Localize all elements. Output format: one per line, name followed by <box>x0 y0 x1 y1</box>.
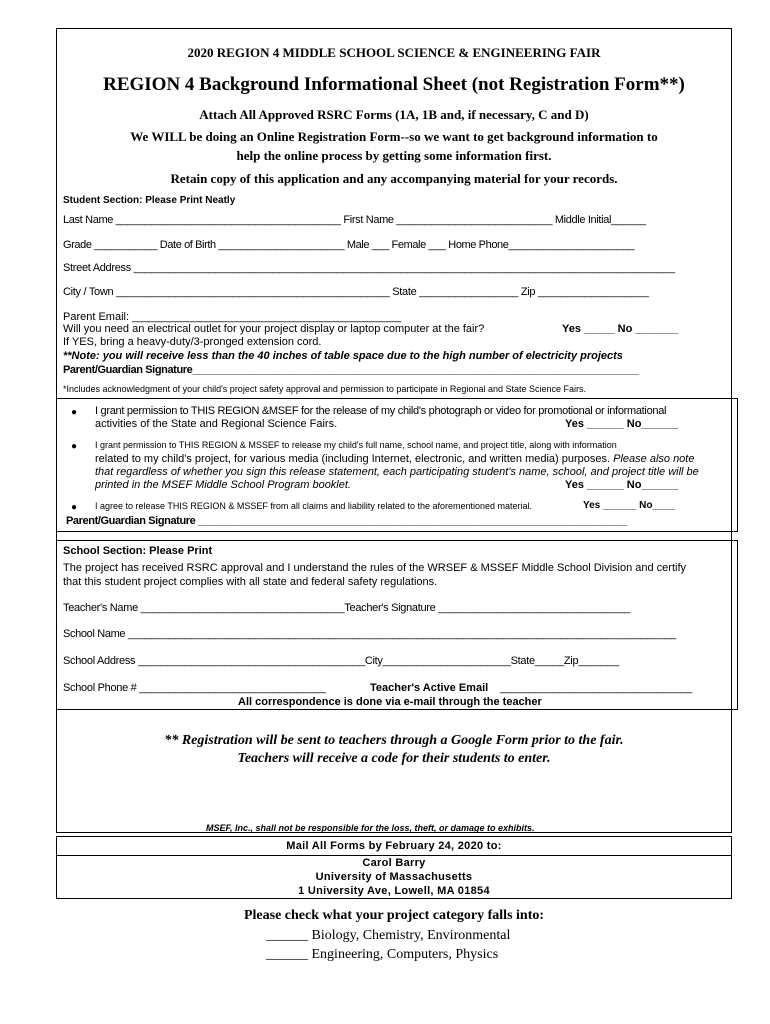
fair-title: 2020 REGION 4 MIDDLE SCHOOL SCIENCE & ENGINEERING FAIR <box>187 45 601 60</box>
student-section-heading: Student Section: Please Print Neatly <box>63 195 236 206</box>
teacher-name-signature-row[interactable]: Teacher's Name ___________________________________Teacher's Signature _________________________________ <box>63 602 631 614</box>
category-heading: Please check what your project category falls into: <box>243 908 545 923</box>
name-release-line-3: that regardless of whether you sign this release statement, each participating student's name, school, and project title will be <box>95 466 699 478</box>
parent-signature-line[interactable]: Parent/Guardian Signature______________________________________________________________________________ <box>63 364 639 376</box>
name-row-field[interactable]: Last Name _______________________________________ First Name ___________________________ Middle Initial______ <box>63 214 646 226</box>
retain-copy-line: Retain copy of this application and any accompanying material for your records. <box>170 171 618 186</box>
electrical-outlet-yes-no[interactable]: Yes _____ No _______ <box>562 323 679 335</box>
electrical-outlet-question: Will you need an electrical outlet for your project display or laptop computer at the fair? <box>63 323 485 335</box>
category-option-biology[interactable]: ______ Biology, Chemistry, Environmental <box>266 928 511 943</box>
mail-recipient-name: Carol Barry <box>362 857 426 869</box>
name-release-line-2-italic: Please also note <box>613 453 695 465</box>
name-release-line-2-text: related to my child's project, for various media (including Internet, electronic, and written media) purposes. <box>95 453 611 465</box>
liability-disclaimer: MSEF, Inc., shall not be responsible for the loss, theft, or damage to exhibits. <box>206 823 535 833</box>
correspondence-note: All correspondence is done via e-mail through the teacher <box>238 696 542 708</box>
includes-acknowledgment-note: *Includes acknowledgment of your child's project safety approval and permission to participate in Regional and State Science Fairs. <box>63 384 587 394</box>
photo-permission-line-2: activities of the State and Regional Science Fairs. <box>95 418 338 430</box>
teacher-code-note: Teachers will receive a code for their students to enter. <box>237 751 551 766</box>
name-release-line-2 <box>95 453 694 465</box>
table-space-note: **Note: you will receive less than the 40 inches of table space due to the high number of electricity projects <box>63 350 623 362</box>
attach-forms-line: Attach All Approved RSRC Forms (1A, 1B and, if necessary, C and D) <box>199 107 589 122</box>
school-section-heading: School Section: Please Print <box>63 545 213 557</box>
street-address-field[interactable]: Street Address _____________________________________________________________________________________________ <box>63 262 675 274</box>
name-release-line-1: I grant permission to THIS REGION & MSSEF to release my child's full name, school name, and project title, along with information <box>95 440 617 450</box>
registration-google-form-note: ** Registration will be sent to teachers through a Google Form prior to the fair. <box>164 733 624 748</box>
liability-release-yes-no[interactable]: Yes ______ No____ <box>583 500 675 511</box>
school-phone-field[interactable]: School Phone # ________________________________ <box>63 682 326 694</box>
school-address-row[interactable]: School Address _______________________________________City______________________State_____Zip_______ <box>63 655 619 667</box>
school-name-field[interactable]: School Name _______________________________________________________________________________________________ <box>63 628 676 640</box>
photo-permission-yes-no[interactable]: Yes ______ No______ <box>565 418 679 430</box>
bullet-icon: ● <box>71 407 78 418</box>
mail-recipient-address: 1 University Ave, Lowell, MA 01854 <box>298 885 490 897</box>
city-state-zip-row[interactable]: City / Town _______________________________________________ State _________________ Zip ___________________ <box>63 286 649 298</box>
bullet-icon: ● <box>71 441 78 452</box>
parent-email-field[interactable]: Parent Email: ____________________________________________ <box>63 311 402 323</box>
bullet-icon: ● <box>71 502 78 513</box>
rsrc-approval-line-2: that this student project complies with all state and federal safety regulations. <box>63 576 438 588</box>
grade-dob-gender-phone-row[interactable]: Grade ___________ Date of Birth ______________________ Male ___ Female ___ Home Phone______________________ <box>63 239 635 251</box>
photo-permission-line-1: I grant permission to THIS REGION &MSEF for the release of my child's photograph or video for promotional or informational <box>95 405 667 417</box>
mail-deadline: Mail All Forms by February 24, 2020 to: <box>286 840 502 852</box>
page-title: REGION 4 Background Informational Sheet (not Registration Form**) <box>103 74 685 95</box>
name-release-yes-no[interactable]: Yes ______ No______ <box>565 479 679 491</box>
online-registration-line-1: We WILL be doing an Online Registration Form--so we want to get background information to <box>130 129 658 144</box>
permissions-signature-line[interactable]: Parent/Guardian Signature ___________________________________________________________________________ <box>66 515 627 527</box>
teacher-email-field[interactable]: _________________________________ <box>500 682 692 694</box>
rsrc-approval-line-1: The project has received RSRC approval and I understand the rules of the WRSEF & MSSEF Middle School Division and certify <box>63 562 687 574</box>
online-registration-line-2: help the online process by getting some information first. <box>236 148 552 163</box>
mail-divider <box>56 855 732 856</box>
mail-recipient-org: University of Massachusetts <box>315 871 473 883</box>
name-release-line-4: printed in the MSEF Middle School Program booklet. <box>95 479 351 491</box>
category-option-engineering[interactable]: ______ Engineering, Computers, Physics <box>266 947 499 962</box>
extension-cord-note: If YES, bring a heavy-duty/3-pronged extension cord. <box>63 336 322 348</box>
liability-release-text: I agree to release THIS REGION & MSSEF from all claims and liability related to the aforementioned material. <box>95 501 533 511</box>
teacher-email-label: Teacher's Active Email <box>370 682 489 694</box>
